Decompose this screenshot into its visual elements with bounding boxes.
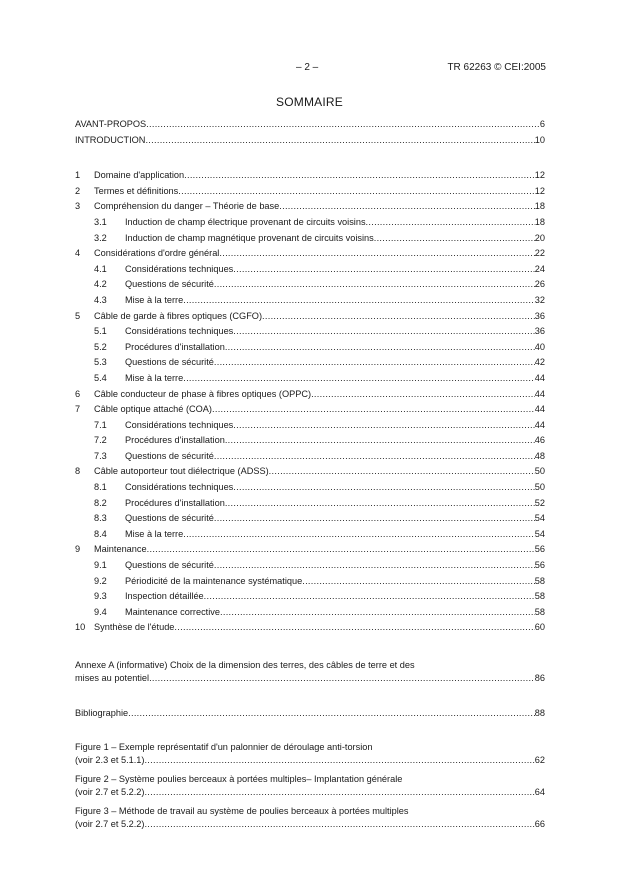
entry-label: Synthèse de l'étude bbox=[94, 622, 175, 633]
leader-dots bbox=[279, 201, 535, 211]
entry-label: Considérations techniques bbox=[125, 326, 234, 337]
page-number: 10 bbox=[534, 134, 545, 145]
page-number: 44 bbox=[534, 404, 545, 415]
toc-entry[interactable] bbox=[75, 529, 545, 545]
leader-dots bbox=[183, 529, 535, 539]
section-number: 8 bbox=[75, 466, 81, 477]
toc-entry[interactable] bbox=[75, 201, 545, 217]
entry-label: Considérations d'ordre général bbox=[94, 248, 220, 259]
section-number: 8.2 bbox=[94, 497, 107, 508]
entry-label: Mise à la terre bbox=[125, 372, 184, 383]
page-title: SOMMAIRE bbox=[276, 95, 343, 109]
page-number: 24 bbox=[534, 263, 545, 274]
page-number: 12 bbox=[534, 185, 545, 196]
section-number: 7.3 bbox=[94, 450, 107, 461]
page-number: 32 bbox=[534, 294, 545, 305]
page-number: 46 bbox=[534, 435, 545, 446]
toc-entry[interactable] bbox=[75, 607, 545, 623]
figure-title: Figure 2 – Système poulies berceaux à portées multiples– Implantation générale bbox=[75, 773, 403, 784]
figure-reference-line bbox=[75, 819, 545, 832]
toc-entry[interactable] bbox=[75, 513, 545, 529]
toc-entry[interactable] bbox=[75, 451, 545, 467]
leader-dots bbox=[183, 295, 535, 305]
page-number: 60 bbox=[534, 622, 545, 633]
section-number: 5 bbox=[75, 310, 81, 321]
leader-dots bbox=[374, 233, 535, 243]
annex-title-line2: mises au potentiel bbox=[75, 673, 150, 683]
page-number: 54 bbox=[534, 513, 545, 524]
page-number: 18 bbox=[534, 201, 545, 212]
section-number: 4.1 bbox=[94, 263, 107, 274]
leader-dots bbox=[225, 342, 535, 352]
figure-title: Figure 3 – Méthode de travail au système de poulies berceaux à portées multiples bbox=[75, 805, 409, 816]
section-number: 3.2 bbox=[94, 232, 107, 243]
section-number: 9.1 bbox=[94, 560, 107, 571]
page-number: 58 bbox=[534, 606, 545, 617]
section-number: 7 bbox=[75, 404, 81, 415]
toc-entry[interactable] bbox=[75, 420, 545, 436]
leader-dots bbox=[214, 560, 535, 570]
leader-dots bbox=[212, 404, 535, 414]
entry-label: Induction de champ électrique provenant de circuits voisins bbox=[125, 216, 366, 227]
entry-label: Questions de sécurité bbox=[125, 279, 214, 290]
annex-title-line1: Annexe A (informative) Choix de la dimension des terres, des câbles de terre et des bbox=[75, 660, 415, 670]
toc-entry[interactable] bbox=[75, 170, 545, 186]
toc-entry[interactable] bbox=[75, 342, 545, 358]
toc-front-item[interactable] bbox=[75, 119, 545, 135]
section-number: 2 bbox=[75, 185, 81, 196]
entry-label: Câble optique attaché (COA) bbox=[94, 404, 212, 415]
toc-bibliography[interactable] bbox=[75, 708, 545, 724]
section-number: 5.1 bbox=[94, 326, 107, 337]
section-number: 8.4 bbox=[94, 528, 107, 539]
toc-figures bbox=[75, 742, 545, 838]
toc-front-matter bbox=[75, 119, 545, 150]
entry-label: Procédures d'installation bbox=[125, 497, 225, 508]
entry-label: Maintenance corrective bbox=[125, 606, 220, 617]
toc-entry[interactable] bbox=[75, 357, 545, 373]
page-number: 56 bbox=[534, 560, 545, 571]
leader-dots bbox=[144, 787, 534, 797]
entry-label: Questions de sécurité bbox=[125, 513, 214, 524]
section-number: 9.2 bbox=[94, 575, 107, 586]
toc-front-item[interactable] bbox=[75, 135, 545, 151]
entry-label: (voir 2.3 et 5.1.1) bbox=[75, 754, 145, 765]
toc-entry[interactable] bbox=[75, 311, 545, 327]
leader-dots bbox=[144, 755, 534, 765]
page-number: 44 bbox=[534, 419, 545, 430]
figure-reference-line bbox=[75, 787, 545, 800]
section-number: 1 bbox=[75, 170, 81, 181]
page-number: 44 bbox=[534, 388, 545, 399]
toc-entry[interactable] bbox=[75, 295, 545, 311]
entry-label: INTRODUCTION bbox=[75, 134, 146, 145]
section-number: 7.2 bbox=[94, 435, 107, 446]
entry-label: Périodicité de la maintenance systématique bbox=[125, 575, 303, 586]
bibliography-label: Bibliographie bbox=[75, 708, 129, 718]
page-number: 64 bbox=[534, 786, 545, 797]
page-number: 58 bbox=[534, 575, 545, 586]
toc-entry[interactable] bbox=[75, 591, 545, 607]
section-number: 9 bbox=[75, 544, 81, 555]
section-number: 5.3 bbox=[94, 357, 107, 368]
toc-entry[interactable] bbox=[75, 279, 545, 295]
toc-entry[interactable] bbox=[75, 217, 545, 233]
leader-dots bbox=[262, 311, 535, 321]
entry-label: Induction de champ magnétique provenant de circuits voisins bbox=[125, 232, 374, 243]
entry-label: (voir 2.7 et 5.2.2) bbox=[75, 818, 145, 829]
page-number: 26 bbox=[534, 279, 545, 290]
leader-dots bbox=[233, 264, 534, 274]
section-number: 4.3 bbox=[94, 294, 107, 305]
toc-entry[interactable] bbox=[75, 186, 545, 202]
entry-label: Maintenance bbox=[94, 544, 147, 555]
leader-dots bbox=[233, 420, 534, 430]
toc-figure-2[interactable] bbox=[75, 774, 545, 800]
page-number: 62 bbox=[534, 754, 545, 765]
toc-chapters bbox=[75, 170, 545, 638]
toc-entry[interactable] bbox=[75, 233, 545, 249]
section-number: 8.3 bbox=[94, 513, 107, 524]
leader-dots bbox=[366, 217, 535, 227]
entry-label: Mise à la terre bbox=[125, 528, 184, 539]
leader-dots bbox=[144, 819, 534, 829]
page-number: 44 bbox=[534, 372, 545, 383]
section-number: 4 bbox=[75, 248, 81, 259]
leader-dots bbox=[219, 248, 534, 258]
leader-dots bbox=[269, 466, 535, 476]
entry-label: Procédures d'installation bbox=[125, 435, 225, 446]
leader-dots bbox=[214, 451, 535, 461]
section-number: 3 bbox=[75, 201, 81, 212]
leader-dots bbox=[204, 591, 535, 601]
leader-dots bbox=[184, 170, 535, 180]
entry-label: Câble de garde à fibres optiques (CGFO) bbox=[94, 310, 263, 321]
leader-dots bbox=[225, 498, 535, 508]
leader-dots bbox=[214, 513, 535, 523]
leader-dots bbox=[147, 544, 535, 554]
figure-title: Figure 1 – Exemple représentatif d'un palonnier de déroulage anti-torsion bbox=[75, 741, 373, 752]
leader-dots bbox=[174, 622, 534, 632]
section-number: 9.4 bbox=[94, 606, 107, 617]
toc-entry[interactable] bbox=[75, 466, 545, 482]
page-number: 48 bbox=[534, 450, 545, 461]
entry-label: Câble conducteur de phase à fibres optiques (OPPC) bbox=[94, 388, 312, 399]
page-number: 18 bbox=[534, 216, 545, 227]
toc-entry[interactable] bbox=[75, 248, 545, 264]
entry-label: Considérations techniques bbox=[125, 482, 234, 493]
leader-dots bbox=[178, 186, 535, 196]
section-number: 5.4 bbox=[94, 372, 107, 383]
section-number: 6 bbox=[75, 388, 81, 399]
leader-dots bbox=[183, 373, 535, 383]
entry-label: Considérations techniques bbox=[125, 263, 234, 274]
entry-label: Procédures d'installation bbox=[125, 341, 225, 352]
entry-label: Domaine d'application bbox=[94, 170, 185, 181]
page-number: 36 bbox=[534, 310, 545, 321]
section-number: 4.2 bbox=[94, 279, 107, 290]
leader-dots bbox=[302, 576, 535, 586]
toc-entry[interactable] bbox=[75, 373, 545, 389]
section-number: 8.1 bbox=[94, 482, 107, 493]
entry-label: Questions de sécurité bbox=[125, 450, 214, 461]
page-number: 50 bbox=[534, 482, 545, 493]
page-number: 6 bbox=[539, 119, 545, 129]
page-number: 52 bbox=[534, 497, 545, 508]
section-number: 7.1 bbox=[94, 419, 107, 430]
section-number: 10 bbox=[75, 622, 86, 633]
entry-label: Considérations techniques bbox=[125, 419, 234, 430]
figure-reference-line bbox=[75, 755, 545, 768]
table-of-contents bbox=[75, 119, 545, 838]
leader-dots bbox=[128, 708, 535, 718]
entry-label: AVANT-PROPOS bbox=[75, 119, 147, 129]
page-number: 50 bbox=[534, 466, 545, 477]
page-number: 58 bbox=[534, 591, 545, 602]
entry-label: Inspection détaillée bbox=[125, 591, 204, 602]
leader-dots bbox=[233, 326, 534, 336]
page-number: 54 bbox=[534, 528, 545, 539]
page-header bbox=[0, 62, 619, 76]
leader-dots bbox=[214, 279, 535, 289]
page-number: 40 bbox=[534, 341, 545, 352]
page-number: 22 bbox=[534, 248, 545, 259]
page-number: 66 bbox=[534, 818, 545, 829]
leader-dots bbox=[225, 435, 535, 445]
leader-dots bbox=[220, 607, 535, 617]
document-reference: TR 62263 © CEI:2005 bbox=[447, 62, 546, 73]
page-number: 12 bbox=[534, 170, 545, 181]
toc-figure-3[interactable] bbox=[75, 806, 545, 832]
toc-entry[interactable] bbox=[75, 264, 545, 280]
leader-dots bbox=[149, 673, 535, 683]
toc-entry[interactable] bbox=[75, 498, 545, 514]
entry-label: Questions de sécurité bbox=[125, 357, 214, 368]
toc-entry[interactable] bbox=[75, 622, 545, 638]
annex-page: 86 bbox=[534, 673, 545, 683]
page-number: 20 bbox=[534, 232, 545, 243]
leader-dots bbox=[145, 135, 534, 145]
toc-figure-1[interactable] bbox=[75, 742, 545, 768]
page-number: 36 bbox=[534, 326, 545, 337]
page-number: 42 bbox=[534, 357, 545, 368]
toc-entry[interactable] bbox=[75, 482, 545, 498]
entry-label: Questions de sécurité bbox=[125, 560, 214, 571]
section-number: 3.1 bbox=[94, 216, 107, 227]
toc-entry[interactable] bbox=[75, 326, 545, 342]
toc-entry[interactable] bbox=[75, 560, 545, 576]
toc-entry[interactable] bbox=[75, 544, 545, 560]
toc-annex-a[interactable] bbox=[75, 660, 545, 686]
leader-dots bbox=[233, 482, 534, 492]
toc-entry[interactable] bbox=[75, 435, 545, 451]
entry-label: Termes et définitions bbox=[94, 185, 179, 196]
leader-dots bbox=[214, 357, 535, 367]
leader-dots bbox=[311, 389, 535, 399]
entry-label: Câble autoporteur tout diélectrique (ADSS) bbox=[94, 466, 269, 477]
section-number: 5.2 bbox=[94, 341, 107, 352]
toc-entry[interactable] bbox=[75, 404, 545, 420]
bibliography-page: 88 bbox=[534, 708, 545, 718]
page-number: – 2 – bbox=[296, 62, 319, 73]
toc-entry[interactable] bbox=[75, 389, 545, 405]
toc-entry[interactable] bbox=[75, 576, 545, 592]
entry-label: Mise à la terre bbox=[125, 294, 184, 305]
entry-label: Compréhension du danger – Théorie de base bbox=[94, 201, 280, 212]
entry-label: (voir 2.7 et 5.2.2) bbox=[75, 786, 145, 797]
page-number: 56 bbox=[534, 544, 545, 555]
section-number: 9.3 bbox=[94, 591, 107, 602]
leader-dots bbox=[146, 119, 540, 129]
